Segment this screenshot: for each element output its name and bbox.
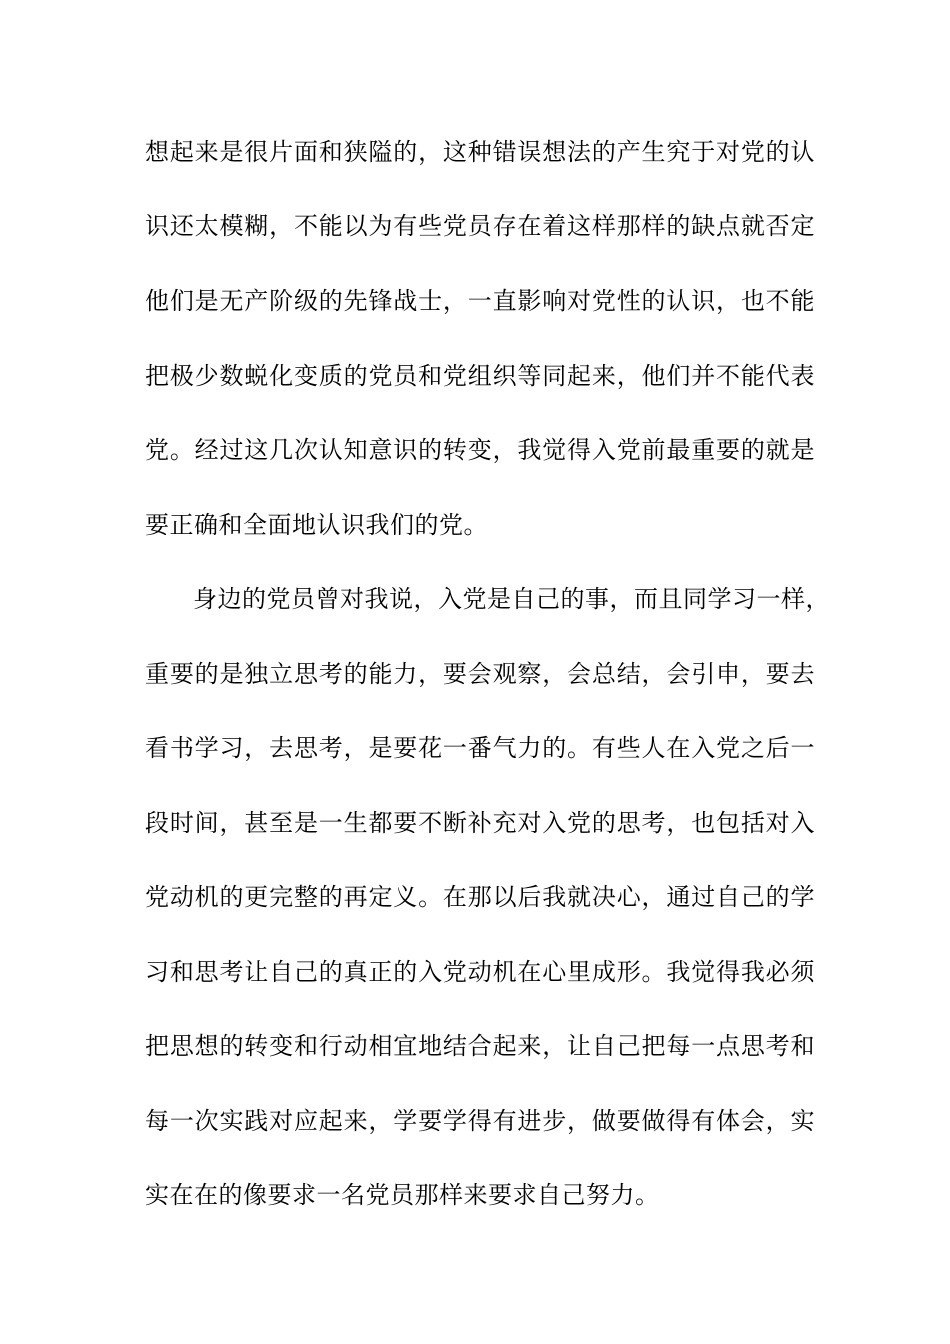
text-line: 要正确和全面地认识我们的党。 <box>145 511 488 539</box>
text-line: 想起来是很片面和狭隘的，这种错误想法的产生究于对党的认 <box>145 138 815 166</box>
text-line: 识还太模糊，不能以为有些党员存在着这样那样的缺点就否定 <box>145 212 815 240</box>
text-line: 每一次实践对应起来，学要学得有进步，做要做得有体会，实 <box>145 1107 815 1135</box>
text-line: 把思想的转变和行动相宜地结合起来，让自己把每一点思考和 <box>145 1032 815 1060</box>
text-line: 把极少数蜕化变质的党员和党组织等同起来，他们并不能代表 <box>145 362 815 390</box>
text-line: 他们是无产阶级的先锋战士，一直影响对党性的认识，也不能 <box>145 287 815 315</box>
paragraph-first-line: 身边的党员曾对我说，入党是自己的事，而且同学习一样， <box>193 585 830 613</box>
text-line: 实在在的像要求一名党员那样来要求自己努力。 <box>145 1181 660 1209</box>
text-line: 段时间，甚至是一生都要不断补充对入党的思考，也包括对入 <box>145 809 815 837</box>
text-line: 党。经过这几次认知意识的转变，我觉得入党前最重要的就是 <box>145 436 815 464</box>
text-line: 重要的是独立思考的能力，要会观察，会总结，会引申，要去 <box>145 660 815 688</box>
text-line: 习和思考让自己的真正的入党动机在心里成形。我觉得我必须 <box>145 958 815 986</box>
text-line: 看书学习，去思考，是要花一番气力的。有些人在入党之后一 <box>145 734 815 762</box>
text-line: 党动机的更完整的再定义。在那以后我就决心，通过自己的学 <box>145 883 815 911</box>
